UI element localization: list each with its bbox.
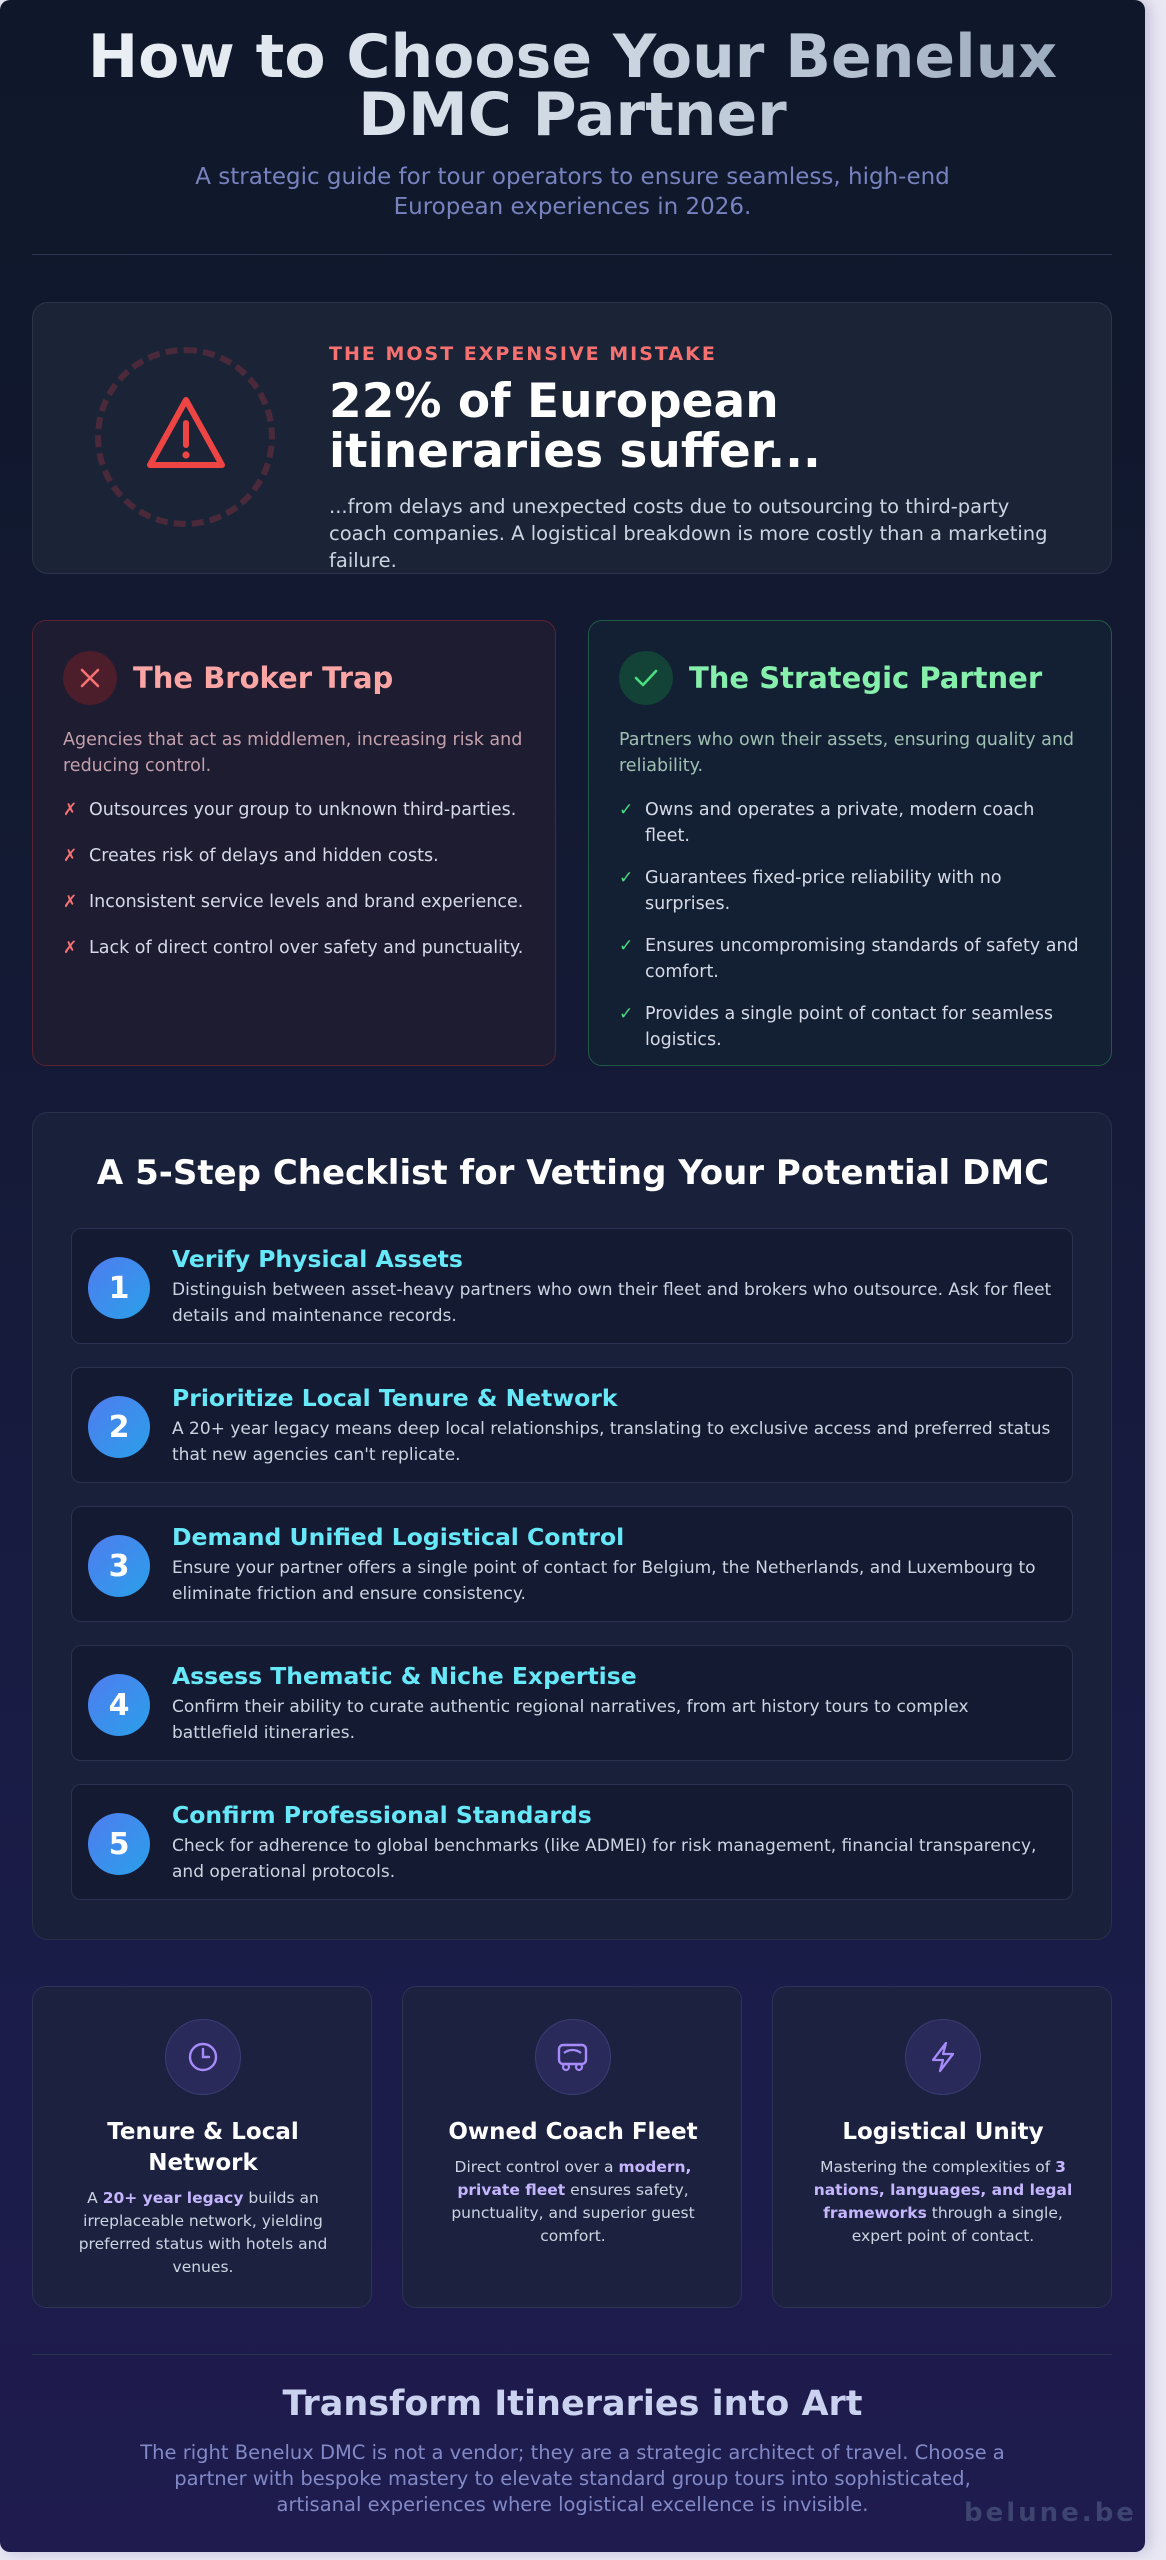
checklist-step-2 <box>71 1367 1073 1483</box>
checklist-step-1 <box>71 1228 1073 1344</box>
checklist-step-3 <box>71 1506 1073 1622</box>
feature-description: A 20+ year legacy builds an irreplaceable network, yielding preferred status with hotels and venues. <box>78 2189 328 2276</box>
step-number: 1 <box>88 1257 150 1319</box>
partner-list <box>619 797 1081 1053</box>
checklist-step-4 <box>71 1645 1073 1761</box>
step-description: Confirm their ability to curate authentic regional narratives, from art history tours to complex battlefield itineraries. <box>172 1697 969 1743</box>
check-mark-icon: ✓ <box>619 1004 634 1024</box>
warning-triangle-icon <box>145 395 227 471</box>
feature-card-logistics <box>772 1986 1112 2308</box>
header <box>0 22 1145 222</box>
step-title: Assess Thematic & Niche Expertise <box>172 1662 637 1690</box>
broker-trap-card <box>32 620 556 1066</box>
page-title: How to Choose Your Benelux DMC Partner <box>0 28 1145 144</box>
partner-title: The Strategic Partner <box>689 661 1043 695</box>
check-mark-icon: ✓ <box>619 936 634 956</box>
mistake-description: ...from delays and unexpected costs due to outsourcing to third-party coach companies. A logistical breakdown is more costly than a marketing failure. <box>329 495 1048 572</box>
feature-card-fleet <box>402 1986 742 2308</box>
step-title: Verify Physical Assets <box>172 1245 463 1273</box>
check-icon <box>619 651 673 705</box>
list-item: ✗ Outsources your group to unknown third-parties. <box>63 797 525 823</box>
list-item: ✓ Ensures uncompromising standards of safety and comfort. <box>619 933 1081 985</box>
coach-bus-icon <box>535 2019 611 2095</box>
step-number: 3 <box>88 1535 150 1597</box>
cross-mark-icon: ✗ <box>63 846 78 866</box>
partner-description: Partners who own their assets, ensuring quality and reliability. <box>619 730 1075 776</box>
checklist-step-5 <box>71 1784 1073 1900</box>
clock-icon <box>165 2019 241 2095</box>
mistake-eyebrow: THE MOST EXPENSIVE MISTAKE <box>329 343 717 365</box>
broker-title: The Broker Trap <box>133 661 394 695</box>
feature-title: Owned Coach Fleet <box>448 2119 698 2145</box>
header-divider <box>32 254 1112 255</box>
step-number: 2 <box>88 1396 150 1458</box>
footer-title: Transform Itineraries into Art <box>282 2384 863 2424</box>
list-item: ✗ Lack of direct control over safety and punctuality. <box>63 935 525 961</box>
step-description: Ensure your partner offers a single point of contact for Belgium, the Netherlands, and Luxembourg to eliminate friction and ensure consistency. <box>172 1558 1036 1604</box>
feature-card-tenure <box>32 1986 372 2308</box>
list-item: ✗ Creates risk of delays and hidden costs. <box>63 843 525 869</box>
step-number: 4 <box>88 1674 150 1736</box>
cross-mark-icon: ✗ <box>63 800 78 820</box>
step-description: A 20+ year legacy means deep local relationships, translating to exclusive access and preferred status that new agencies can't replicate. <box>172 1419 1051 1465</box>
checklist-title: A 5-Step Checklist for Vetting Your Potential DMC <box>96 1153 1050 1193</box>
strategic-partner-card <box>588 620 1112 1066</box>
expensive-mistake-card <box>32 302 1112 574</box>
feature-description: Mastering the complexities of 3 nations, languages, and legal frameworks through a single, expert point of contact. <box>813 2158 1073 2245</box>
feature-title: Tenure & Local Network <box>107 2119 299 2176</box>
brand-watermark: belune.be <box>964 2498 1137 2528</box>
list-item: ✗ Inconsistent service levels and brand experience. <box>63 889 525 915</box>
mistake-headline: 22% of European itineraries suffer... <box>329 374 821 479</box>
list-item: ✓ Provides a single point of contact for seamless logistics. <box>619 1001 1081 1053</box>
step-description: Check for adherence to global benchmarks (like ADMEI) for risk management, financial transparency, and operational protocols. <box>172 1836 1037 1882</box>
x-icon <box>63 651 117 705</box>
check-mark-icon: ✓ <box>619 868 634 888</box>
vetting-checklist <box>32 1112 1112 1940</box>
lightning-bolt-icon <box>905 2019 981 2095</box>
step-description: Distinguish between asset-heavy partners who own their fleet and brokers who outsource. Ask for fleet details and maintenance records. <box>172 1280 1052 1326</box>
feature-title: Logistical Unity <box>842 2119 1044 2145</box>
step-title: Confirm Professional Standards <box>172 1801 592 1829</box>
list-item: ✓ Owns and operates a private, modern coach fleet. <box>619 797 1081 849</box>
step-title: Demand Unified Logistical Control <box>172 1523 625 1551</box>
broker-description: Agencies that act as middlemen, increasing risk and reducing control. <box>63 730 523 776</box>
page-subtitle: A strategic guide for tour operators to ensure seamless, high-end European experiences in 2026. <box>195 164 950 220</box>
list-item: ✓ Guarantees fixed-price reliability with no surprises. <box>619 865 1081 917</box>
step-number: 5 <box>88 1813 150 1875</box>
footer-description: The right Benelux DMC is not a vendor; they are a strategic architect of travel. Choose a partner with bespoke mastery to elevate standard group tours into sophisticated, artisanal experiences where logistical excellence is invisible. <box>140 2441 1005 2516</box>
cross-mark-icon: ✗ <box>63 938 78 958</box>
cross-mark-icon: ✗ <box>63 892 78 912</box>
check-mark-icon: ✓ <box>619 800 634 820</box>
footer-divider <box>32 2354 1112 2355</box>
step-title: Prioritize Local Tenure & Network <box>172 1384 618 1412</box>
broker-list <box>63 797 525 961</box>
feature-description: Direct control over a modern, private fleet ensures safety, punctuality, and superior guest comfort. <box>451 2158 695 2245</box>
